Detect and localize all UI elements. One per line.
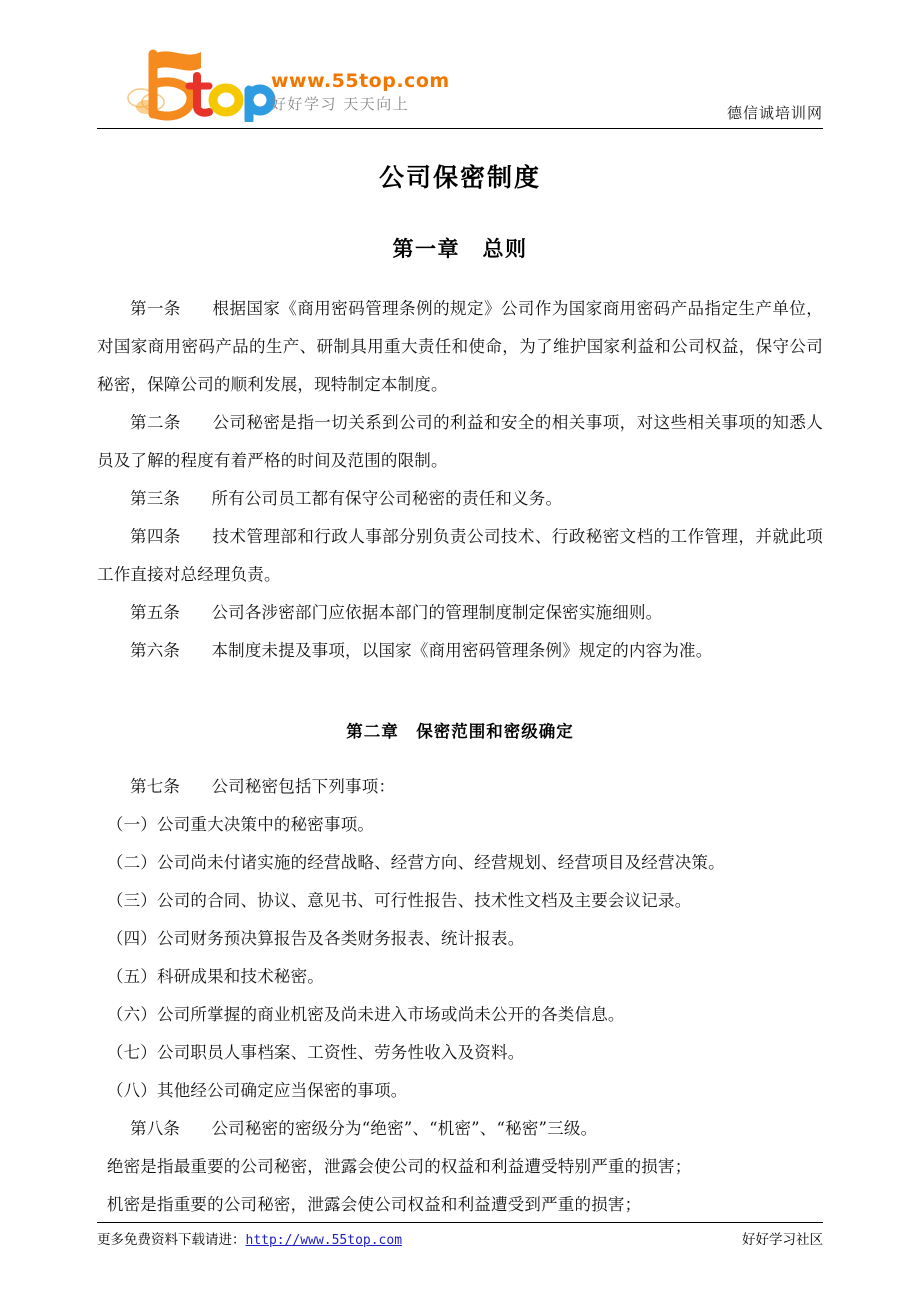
list-item: （七）公司职员人事档案、工资性、劳务性收入及资料。 (106, 1043, 525, 1062)
chapter-two-heading: 第二章 保密范围和密级确定 (346, 722, 574, 741)
article-label: 第五条 (130, 603, 181, 622)
article-text: 公司各涉密部门应依据本部门的管理制度制定保密实施细则。 (211, 603, 663, 622)
article-label: 第一条 (130, 299, 181, 318)
site-name-label: 德信诚培训网 (726, 104, 823, 122)
chapter-one-body (97, 290, 823, 670)
definition-line: 机密是指重要的公司秘密，泄露会使公司权益和利益遭受到严重的损害； (106, 1195, 642, 1214)
list-item: （四）公司财务预决算报告及各类财务报表、统计报表。 (106, 929, 525, 948)
site-logo (119, 40, 469, 122)
55top-logo-icon (119, 40, 279, 122)
list-item: （五）科研成果和技术秘密。 (106, 967, 324, 986)
article-label: 第七条 (130, 777, 181, 796)
article-text: 根据国家《商用密码管理条例的规定》公司作为国家商用密码产品指定生产单位，对国家商用密码产品的生产、研制具用重大责任和使命，为了维护国家利益和公司权益，保守公司秘密，保障公司的顺利发展，现特制定本制度。 (97, 299, 823, 394)
logo-text-block (271, 70, 471, 114)
definition-line: 绝密是指最重要的公司秘密，泄露会使公司的权益和利益遭受特别严重的损害； (106, 1157, 692, 1176)
article-text: 本制度未提及事项，以国家《商用密码管理条例》规定的内容为准。 (211, 641, 713, 660)
footer-download-note (97, 1228, 402, 1248)
footer-divider (97, 1222, 823, 1223)
page-title: 公司保密制度 (378, 163, 541, 192)
article-label: 第八条 (130, 1119, 181, 1138)
logo-slogan-text: 好好学习 天天向上 (271, 95, 410, 113)
list-item: （二）公司尚未付诸实施的经营战略、经营方向、经营规划、经营项目及经营决策。 (106, 853, 725, 872)
article-text: 公司秘密包括下列事项： (211, 777, 396, 796)
article-label: 第二条 (130, 413, 181, 432)
article-paragraph (97, 1110, 823, 1148)
article-paragraph (97, 594, 823, 632)
article-paragraph (97, 768, 823, 806)
list-item: （六）公司所掌握的商业机密及尚未进入市场或尚未公开的各类信息。 (106, 1005, 625, 1024)
list-item: （八）其他经公司确定应当保密的事项。 (106, 1081, 408, 1100)
footer-community-label: 好好学习社区 (742, 1232, 823, 1248)
chapter-two-body (97, 768, 823, 1224)
chapter-one-heading: 第一章 总则 (392, 237, 528, 261)
footer-note-prefix: 更多免费资料下载请进： (97, 1232, 246, 1248)
article-text: 所有公司员工都有保守公司秘密的责任和义务。 (211, 489, 563, 508)
article-paragraph (97, 480, 823, 518)
list-item: （一）公司重大决策中的秘密事项。 (106, 815, 375, 834)
article-label: 第六条 (130, 641, 181, 660)
list-item: （三）公司的合同、协议、意见书、可行性报告、技术性文档及主要会议记录。 (106, 891, 692, 910)
article-text: 公司秘密的密级分为“绝密”、“机密”、“秘密”三级。 (211, 1119, 598, 1138)
logo-url-text: www.55top.com (271, 70, 450, 92)
footer-site-link[interactable]: http://www.55top.com (245, 1233, 403, 1248)
article-paragraph (97, 290, 823, 404)
article-paragraph (97, 404, 823, 480)
article-text: 公司秘密是指一切关系到公司的利益和安全的相关事项，对这些相关事项的知悉人员及了解的程度有着严格的时间及范围的限制。 (97, 413, 823, 470)
article-paragraph (97, 518, 823, 594)
article-paragraph (97, 632, 823, 670)
article-label: 第三条 (130, 489, 181, 508)
page-footer (97, 1228, 823, 1254)
header-divider (97, 128, 823, 129)
article-text: 技术管理部和行政人事部分别负责公司技术、行政秘密文档的工作管理，并就此项工作直接对总经理负责。 (97, 527, 823, 584)
page-header (97, 36, 823, 126)
article-label: 第四条 (130, 527, 181, 546)
